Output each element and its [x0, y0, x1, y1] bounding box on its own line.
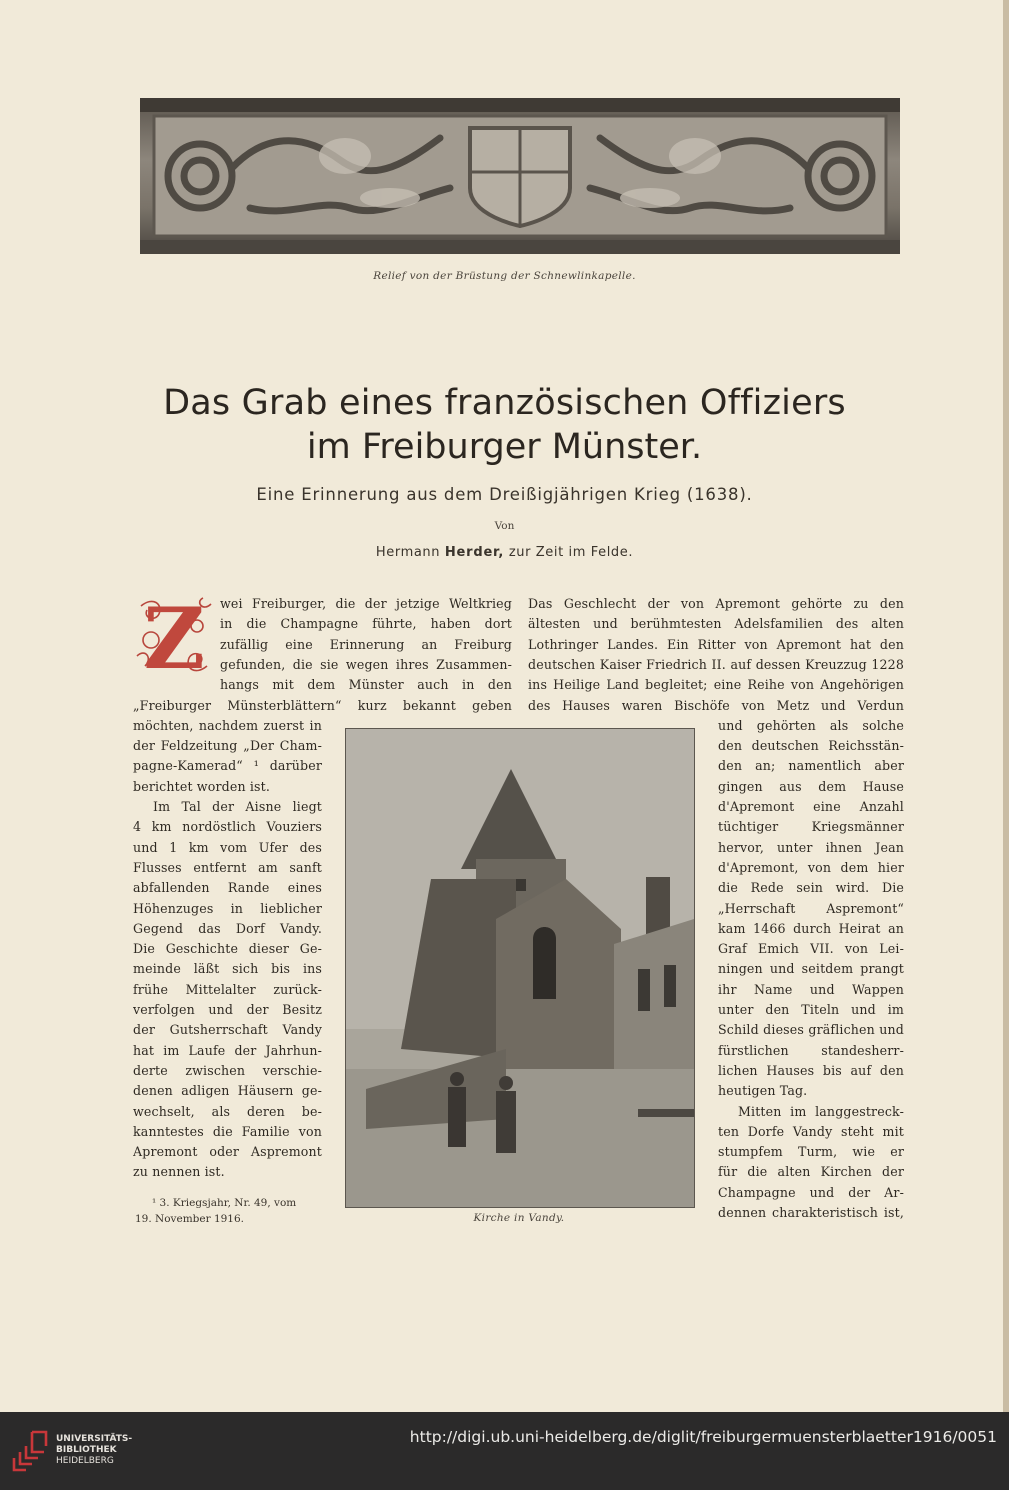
- library-logo-icon: [10, 1428, 50, 1474]
- text-line: Apremont oder Aspremont: [133, 1144, 322, 1160]
- text-line: 4 km nordöstlich Vouziers: [133, 819, 322, 835]
- text-line: den deutschen Reichsstän-: [718, 738, 904, 754]
- text-line: pagne-Kamerad“ ¹ darüber: [133, 758, 322, 774]
- drop-cap-letter: Z: [143, 596, 205, 678]
- footnote-line-2: 19. November 1916.: [135, 1213, 244, 1225]
- text-line: hervor, unter ihnen Jean: [718, 839, 904, 855]
- text-line: den an; namentlich aber: [718, 758, 904, 774]
- text-line: abfallenden Rande eines: [133, 880, 322, 896]
- text-line: tüchtiger Kriegsmänner: [718, 819, 904, 835]
- text-line: heutigen Tag.: [718, 1083, 808, 1099]
- text-line: Höhenzuges in lieblicher: [133, 900, 322, 916]
- text-line: zufällig eine Erinnerung an Freiburg: [220, 636, 512, 652]
- author-note: zur Zeit im Felde.: [508, 545, 634, 560]
- text-line: hangs mit dem Münster auch in den: [220, 677, 512, 693]
- article-subtitle: Eine Erinnerung aus dem Dreißigjährigen Krieg (1638).: [256, 485, 753, 504]
- text-line: meinde läßt sich bis ins: [133, 961, 322, 977]
- church-photo-drawing: [346, 729, 694, 1207]
- text-line: Die Geschichte dieser Ge-: [133, 941, 322, 957]
- text-line: unter den Titeln und im: [718, 1002, 904, 1017]
- text-line: „Freiburger Münsterblättern“ kurz bekannt geben: [133, 697, 512, 713]
- author-byline: [0, 545, 1009, 560]
- relief-photograph: [140, 98, 900, 254]
- text-line: Mitten im langgestreck-: [738, 1103, 904, 1119]
- text-line: für die alten Kirchen der: [718, 1164, 904, 1180]
- article-title-line-2: im Freiburger Münster.: [306, 427, 703, 467]
- text-line: Schild dieses gräflichen und: [718, 1022, 904, 1038]
- text-line: denen adligen Häusern ge-: [133, 1083, 322, 1099]
- text-line: deutschen Kaiser Friedrich II. auf dessen Kreuzzug 1228: [528, 656, 904, 672]
- text-line: des Hauses waren Bischöfe von Metz und Verdun: [528, 697, 904, 713]
- text-line: in die Champagne führte, haben dort: [220, 616, 512, 632]
- text-line: ten Dorfe Vandy steht mit: [718, 1123, 904, 1139]
- text-line: Lothringer Landes. Ein Ritter von Apremont hat den: [528, 636, 904, 652]
- text-line: Das Geschlecht der von Apremont gehörte zu den: [528, 596, 904, 611]
- text-line: ihr Name und Wappen: [718, 981, 904, 997]
- footnote-line-1: ¹ 3. Kriegsjahr, Nr. 49, vom: [152, 1197, 297, 1209]
- relief-caption: Relief von der Brüstung der Schnewlinkapelle.: [373, 270, 636, 282]
- text-line: frühe Mittelalter zurück-: [133, 981, 322, 997]
- text-line: Flusses entfernt am sanft: [133, 859, 322, 875]
- byline-von: Von: [494, 520, 515, 532]
- text-line: der Feldzeitung „Der Cham-: [133, 738, 322, 754]
- author-last-name: Herder,: [444, 545, 505, 560]
- text-line: ins Heilige Land begleitet; eine Reihe von Angehörigen: [528, 677, 904, 693]
- drop-cap-ornament-icon: [133, 596, 215, 678]
- text-line: Gegend das Dorf Vandy.: [133, 920, 322, 936]
- text-line: Champagne und der Ar-: [718, 1184, 904, 1200]
- text-line: stumpfem Turm, wie er: [718, 1144, 904, 1160]
- text-line: zu nennen ist.: [133, 1164, 225, 1180]
- text-line: wechselt, als deren be-: [133, 1103, 322, 1119]
- text-line: fürstlichen standesherr-: [718, 1042, 904, 1058]
- text-line: hat im Laufe der Jahrhun-: [133, 1042, 322, 1058]
- text-line: gefunden, die sie wegen ihres Zusammen-: [220, 656, 512, 672]
- text-line: kam 1466 durch Heirat an: [718, 920, 904, 936]
- text-line: d'Apremont eine Anzahl: [718, 799, 904, 814]
- text-line: berichtet worden ist.: [133, 778, 271, 794]
- text-line: die Rede sein wird. Die: [718, 880, 904, 896]
- text-line: wei Freiburger, die der jetzige Weltkrieg: [220, 596, 512, 611]
- text-line: und gehörten als solche: [718, 717, 904, 733]
- text-line: Graf Emich VII. von Lei-: [718, 941, 904, 957]
- text-line: d'Apremont, von dem hier: [718, 859, 904, 875]
- text-line: derte zwischen verschie-: [133, 1062, 322, 1078]
- library-name-line-3: HEIDELBERG: [56, 1456, 114, 1466]
- text-line: verfolgen und der Besitz: [133, 1002, 322, 1017]
- source-url-link[interactable]: http://digi.ub.uni-heidelberg.de/diglit/freiburgermuensterblaetter1916/0051: [409, 1428, 997, 1446]
- text-line: und 1 km vom Ufer des: [133, 839, 322, 855]
- text-line: kanntestes die Familie von: [133, 1123, 322, 1139]
- text-line: der Gutsherrschaft Vandy: [133, 1022, 322, 1038]
- text-line: ältesten und berühmtesten Adelsfamilien des alten: [528, 616, 904, 632]
- text-line: gingen aus dem Hause: [718, 778, 904, 794]
- text-line: Im Tal der Aisne liegt: [153, 799, 322, 814]
- library-name: [56, 1434, 132, 1467]
- church-photograph: [345, 728, 695, 1208]
- library-name-line-1: UNIVERSITÄTS-: [56, 1434, 133, 1444]
- page-edge: [1003, 0, 1009, 1412]
- text-line: möchten, nachdem zuerst in: [133, 717, 322, 733]
- author-first-name: Hermann: [375, 545, 441, 560]
- text-line: lichen Hauses bis auf den: [718, 1062, 904, 1078]
- article-title-line-1: Das Grab eines französischen Offiziers: [163, 383, 846, 423]
- photo-caption: Kirche in Vandy.: [473, 1212, 565, 1224]
- relief-ornament-drawing: [140, 98, 900, 254]
- drop-cap-initial: [133, 596, 215, 678]
- text-line: „Herrschaft Aspremont“: [718, 900, 904, 916]
- text-line: dennen charakteristisch ist,: [718, 1205, 904, 1220]
- text-line: ningen und seitdem prangt: [718, 961, 904, 977]
- library-name-line-2: BIBLIOTHEK: [56, 1445, 117, 1455]
